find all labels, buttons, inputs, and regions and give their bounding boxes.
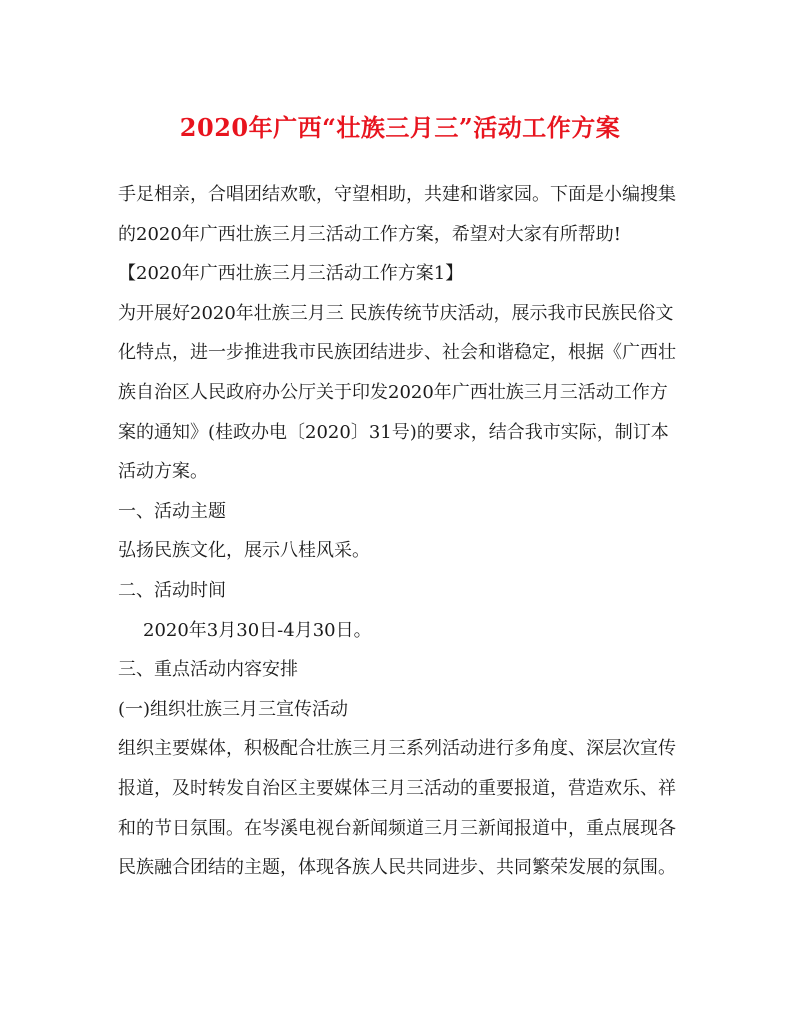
body-line: 族自治区人民政府办公厅关于印发2020年广西壮族三月三活动工作方: [118, 381, 668, 403]
subsection-heading: (一)组织壮族三月三宣传活动: [118, 698, 349, 720]
section-heading: 【2020年广西壮族三月三活动工作方案1】: [118, 263, 464, 285]
body-line: 2020年3月30日-4月30日。: [143, 619, 372, 641]
body-line: 的2020年广西壮族三月三活动工作方案，希望对大家有所帮助!: [118, 223, 622, 245]
section-heading: 一、活动主题: [118, 500, 226, 522]
body-line: 报道，及时转发自治区主要媒体三月三活动的重要报道，营造欢乐、祥: [118, 777, 676, 799]
body-line: 案的通知》(桂政办电〔2020〕31号)的要求，结合我市实际，制订本: [118, 421, 669, 443]
section-heading: 二、活动时间: [118, 579, 226, 601]
body-line: 活动方案。: [118, 461, 208, 483]
document-body: [118, 175, 686, 888]
section-heading: 三、重点活动内容安排: [118, 659, 298, 681]
body-line: 为开展好2020年壮族三月三 民族传统节庆活动，展示我市民族民俗文: [118, 302, 674, 324]
document-title: 2020年广西“壮族三月三”活动工作方案: [179, 113, 621, 142]
body-line: 组织主要媒体，积极配合壮族三月三系列活动进行多角度、深层次宣传: [118, 738, 676, 760]
body-line: 手足相亲，合唱团结欢歌，守望相助，共建和谐家园。下面是小编搜集: [118, 184, 676, 205]
body-line: 化特点，进一步推进我市民族团结进步、社会和谐稳定，根据《广西壮: [118, 342, 676, 364]
body-line: 民族融合团结的主题，体现各族人民共同进步、共同繁荣发展的氛围。: [118, 857, 676, 879]
body-line: 和的节日氛围。在岑溪电视台新闻频道三月三新闻报道中，重点展现各: [118, 817, 676, 839]
body-line: 弘扬民族文化，展示八桂风采。: [118, 540, 370, 562]
